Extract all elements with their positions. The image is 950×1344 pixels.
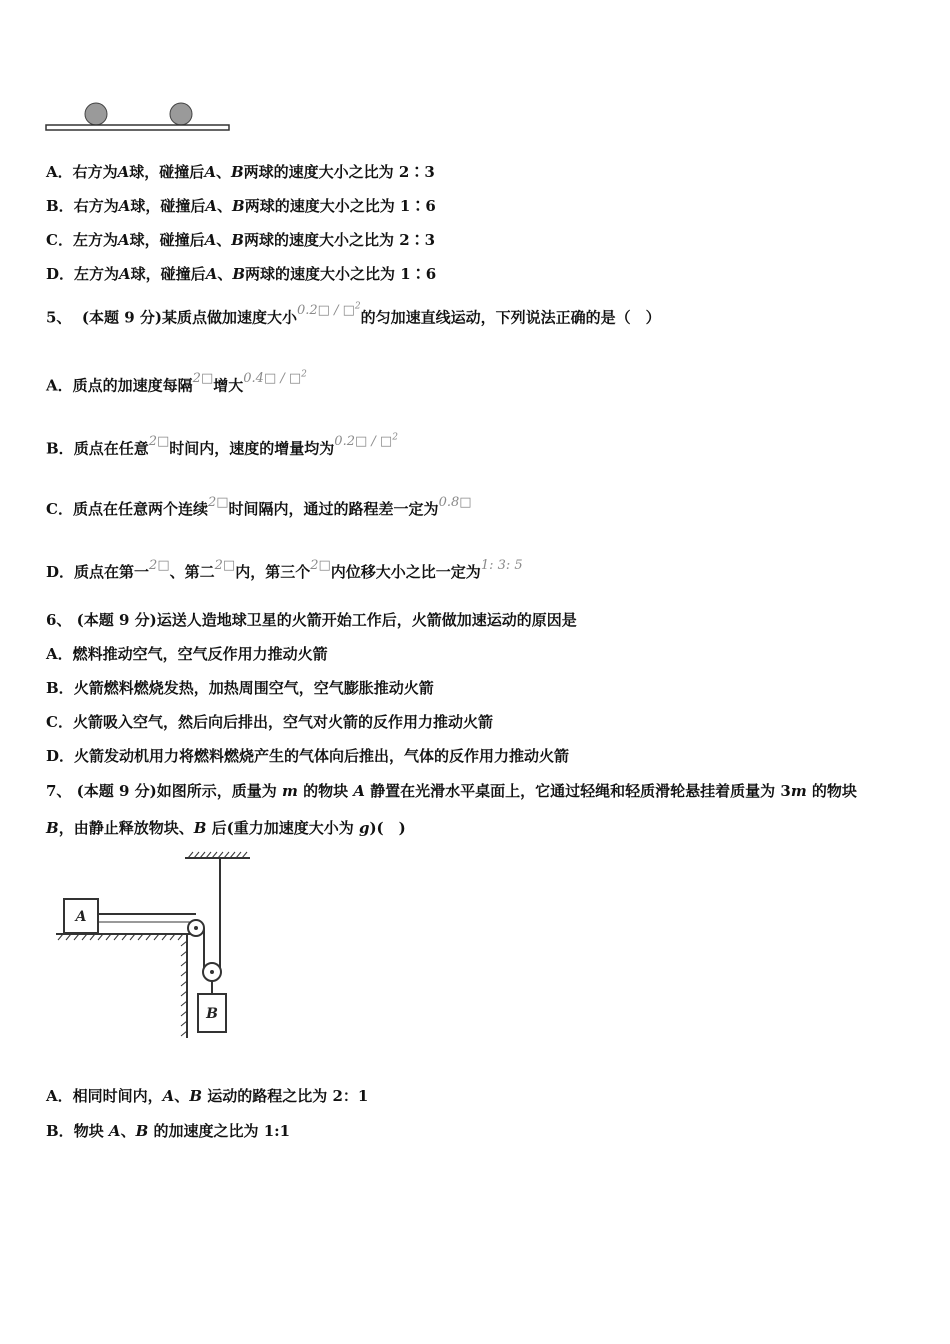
q4-option-b[interactable]: B．右方为A球，碰撞后A、B两球的速度大小之比为 1∶6: [46, 197, 436, 215]
q7-stem-line2: B，由静止释放物块、B 后(重力加速度大小为 g)( ): [46, 819, 406, 837]
q7-stem-line1: 7、 (本题 9 分)如图所示，质量为 m 的物块 A 静置在光滑水平桌面上，它通过轻绳和轻质滑轮悬挂着质量为 3m 的物块: [46, 782, 857, 800]
block-a-label: A: [75, 909, 87, 925]
pulley-figure: [50, 850, 260, 1045]
accel-formula: 0.2□ / □$^2$: [296, 302, 361, 319]
q6-option-a[interactable]: A．燃料推动空气，空气反作用力推动火箭: [46, 645, 328, 663]
q4-option-c[interactable]: C．左方为A球，碰撞后A、B两球的速度大小之比为 2∶3: [46, 231, 436, 249]
q6-option-d[interactable]: D．火箭发动机用力将燃料燃烧产生的气体向后推出，气体的反作用力推动火箭: [46, 747, 570, 765]
q7-option-a[interactable]: A．相同时间内，A、B 运动的路程之比为 2：1: [46, 1087, 369, 1105]
q6-stem: 6、 (本题 9 分)运送人造地球卫星的火箭开始工作后，火箭做加速运动的原因是: [46, 611, 577, 629]
q5-option-b[interactable]: B．质点在任意2□时间内，速度的增量均为0.2□ / □$^2$: [46, 433, 398, 458]
block-b-label: B: [206, 1006, 218, 1022]
track: [46, 125, 229, 130]
q5-option-c[interactable]: C．质点在任意两个连续2□时间隔内，通过的路程差一定为0.8□: [46, 495, 472, 518]
q4-option-a[interactable]: A．右方为A球，碰撞后A、B两球的速度大小之比为 2∶3: [46, 163, 435, 181]
q6-option-c[interactable]: C．火箭吸入空气，然后向后排出，空气对火箭的反作用力推动火箭: [46, 713, 493, 731]
q4-option-d[interactable]: D．左方为A球，碰撞后A、B两球的速度大小之比为 1∶6: [46, 265, 437, 283]
q5-option-a[interactable]: A．质点的加速度每隔2□增大0.4□ / □$^2$: [46, 370, 307, 395]
ball-right: [170, 103, 192, 125]
q6-option-b[interactable]: B．火箭燃料燃烧发热，加热周围空气，空气膨胀推动火箭: [46, 679, 434, 697]
two-balls-figure: [44, 98, 234, 134]
q5-option-d[interactable]: D．质点在第一2□、第二2□内，第三个2□内位移大小之比一定为1: 3: 5: [46, 558, 523, 581]
q7-option-b[interactable]: B．物块 A、B 的加速度之比为 1:1: [46, 1122, 291, 1140]
ball-left: [85, 103, 107, 125]
q5-stem: 5、 (本题 9 分)某质点做加速度大小0.2□ / □$^2$的匀加速直线运动，下列说法正确的是（ ）: [46, 302, 661, 327]
